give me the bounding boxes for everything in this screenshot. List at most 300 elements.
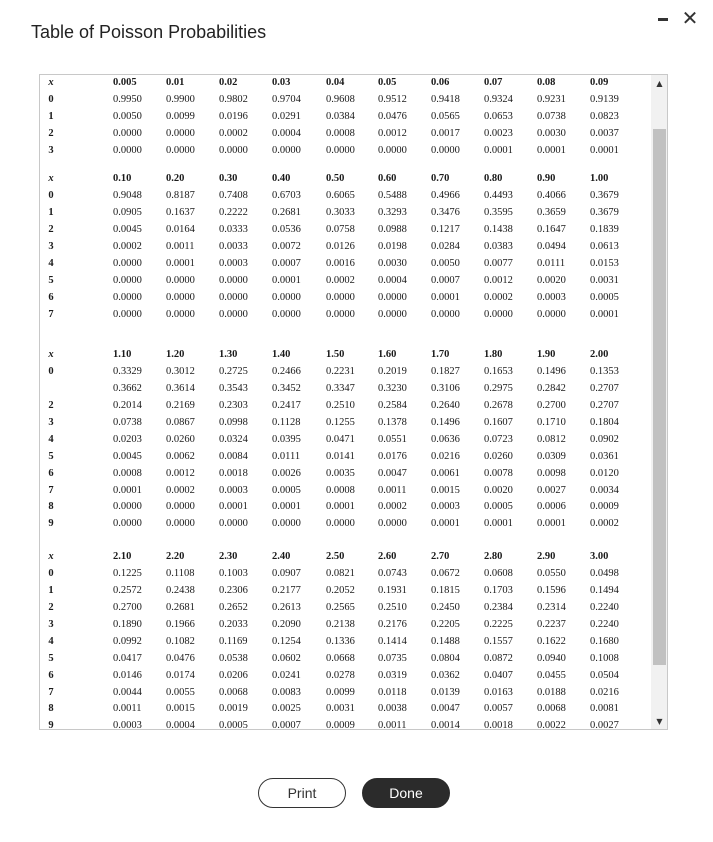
probability-cell: 0.2565 — [326, 601, 355, 613]
probability-cell: 0.0476 — [166, 652, 195, 664]
x-value: 5 — [48, 450, 54, 462]
probability-cell: 0.2138 — [326, 618, 355, 630]
lambda-header: 0.80 — [484, 173, 503, 184]
probability-cell: 0.0062 — [166, 450, 195, 462]
probability-cell: 0.1003 — [219, 567, 248, 579]
probability-cell: 0.9802 — [219, 93, 248, 105]
x-header: x — [48, 551, 54, 562]
probability-cell: 0.2014 — [113, 399, 142, 411]
x-value: 0 — [48, 189, 54, 201]
probability-cell: 0.3033 — [326, 206, 355, 218]
probability-cell: 0.0000 — [484, 308, 513, 320]
table-block — [40, 171, 651, 323]
x-header: x — [48, 173, 54, 184]
probability-cell: 0.0003 — [431, 501, 460, 513]
probability-cell: 0.0001 — [166, 257, 195, 269]
probability-cell: 0.0384 — [326, 110, 355, 122]
probability-cell: 0.0030 — [378, 257, 407, 269]
probability-cell: 0.0551 — [378, 433, 407, 445]
table-row — [40, 143, 651, 160]
probability-cell: 0.3476 — [431, 206, 460, 218]
x-value: 3 — [48, 416, 54, 428]
probability-cell: 0.0077 — [484, 257, 513, 269]
x-value: 5 — [48, 652, 54, 664]
probability-cell: 0.9418 — [431, 93, 460, 105]
probability-cell: 0.0020 — [484, 484, 513, 496]
table-row — [40, 668, 651, 685]
probability-cell: 0.0139 — [431, 686, 460, 698]
lambda-header: 0.08 — [537, 77, 556, 88]
probability-cell: 0.0033 — [219, 240, 248, 252]
probability-cell: 0.1082 — [166, 635, 195, 647]
table-row — [40, 566, 651, 583]
print-button[interactable]: Print — [258, 778, 346, 808]
lambda-header: 3.00 — [590, 551, 609, 562]
probability-cell: 0.0821 — [326, 567, 355, 579]
lambda-header: 2.40 — [272, 551, 291, 562]
probability-cell: 0.0241 — [272, 669, 301, 681]
probability-cell: 0.0476 — [378, 110, 407, 122]
probability-cell: 0.0804 — [431, 652, 460, 664]
probability-cell: 0.1496 — [537, 365, 566, 377]
probability-cell: 0.2314 — [537, 601, 566, 613]
probability-cell: 0.0000 — [113, 257, 142, 269]
probability-cell: 0.0018 — [219, 467, 248, 479]
probability-cell: 0.0126 — [326, 240, 355, 252]
close-icon[interactable]: ✕ — [681, 6, 699, 30]
probability-cell: 0.0002 — [219, 127, 248, 139]
probability-cell: 0.2707 — [590, 399, 619, 411]
probability-cell: 0.0000 — [326, 308, 355, 320]
probability-cell: 0.0872 — [484, 652, 513, 664]
probability-cell: 0.0998 — [219, 416, 248, 428]
x-value — [40, 381, 62, 398]
x-value: 2 — [48, 223, 54, 235]
probability-cell: 0.0022 — [537, 720, 566, 730]
probability-cell: 0.0206 — [219, 669, 248, 681]
probability-cell: 0.0000 — [219, 308, 248, 320]
probability-cell: 0.0000 — [326, 291, 355, 303]
probability-cell: 0.0099 — [166, 110, 195, 122]
probability-cell: 0.0068 — [537, 703, 566, 715]
scrollbar-thumb[interactable] — [653, 129, 666, 665]
table-row — [40, 617, 651, 634]
lambda-header: 1.30 — [219, 349, 238, 360]
probability-cell: 0.0153 — [590, 257, 619, 269]
probability-cell: 0.0000 — [431, 308, 460, 320]
probability-cell: 0.2613 — [272, 601, 301, 613]
probability-cell: 0.0012 — [166, 467, 195, 479]
probability-cell: 0.0038 — [378, 703, 407, 715]
probability-cell: 0.0407 — [484, 669, 513, 681]
probability-cell: 0.3543 — [219, 382, 248, 394]
probability-cell: 0.0902 — [590, 433, 619, 445]
x-value: 4 — [48, 433, 54, 445]
probability-cell: 0.0002 — [326, 274, 355, 286]
minimize-icon[interactable] — [658, 18, 668, 21]
probability-cell: 0.0602 — [272, 652, 301, 664]
table-row — [40, 92, 651, 109]
probability-cell: 0.0383 — [484, 240, 513, 252]
lambda-header: 1.60 — [378, 349, 397, 360]
probability-cell: 0.0034 — [590, 484, 619, 496]
x-value: 0 — [48, 365, 54, 377]
done-button[interactable]: Done — [362, 778, 450, 808]
probability-cell: 0.0004 — [378, 274, 407, 286]
probability-cell: 0.2176 — [378, 618, 407, 630]
probability-cell: 0.0000 — [219, 518, 248, 530]
probability-cell: 0.0016 — [326, 257, 355, 269]
probability-cell: 0.0000 — [378, 144, 407, 156]
probability-cell: 0.0738 — [113, 416, 142, 428]
probability-cell: 0.0023 — [484, 127, 513, 139]
x-value: 6 — [48, 669, 54, 681]
table-row — [40, 466, 651, 483]
probability-cell: 0.0061 — [431, 467, 460, 479]
lambda-header-row — [40, 347, 651, 364]
probability-cell: 0.0005 — [484, 501, 513, 513]
probability-cell: 0.3012 — [166, 365, 195, 377]
probability-cell: 0.2572 — [113, 584, 142, 596]
probability-cell: 0.0260 — [166, 433, 195, 445]
probability-cell: 0.0823 — [590, 110, 619, 122]
probability-cell: 0.3230 — [378, 382, 407, 394]
probability-cell: 0.1637 — [166, 206, 195, 218]
table-row — [40, 307, 651, 324]
table-row — [40, 398, 651, 415]
probability-cell: 0.3452 — [272, 382, 301, 394]
probability-cell: 0.1890 — [113, 618, 142, 630]
table-row — [40, 483, 651, 500]
probability-cell: 0.9512 — [378, 93, 407, 105]
probability-cell: 0.0001 — [272, 501, 301, 513]
probability-cell: 0.0198 — [378, 240, 407, 252]
probability-cell: 0.1494 — [590, 584, 619, 596]
probability-cell: 0.0164 — [166, 223, 195, 235]
probability-cell: 0.0000 — [113, 501, 142, 513]
probability-cell: 0.2019 — [378, 365, 407, 377]
probability-cell: 0.9324 — [484, 93, 513, 105]
x-value: 9 — [48, 518, 54, 530]
probability-cell: 0.3347 — [326, 382, 355, 394]
lambda-header: 2.20 — [166, 551, 185, 562]
x-value: 4 — [48, 635, 54, 647]
probability-cell: 0.2842 — [537, 382, 566, 394]
probability-cell: 0.2033 — [219, 618, 248, 630]
x-value: 0 — [48, 567, 54, 579]
lambda-header: 2.10 — [113, 551, 132, 562]
x-value: 0 — [48, 93, 54, 105]
probability-cell: 0.0174 — [166, 669, 195, 681]
probability-cell: 0.0001 — [590, 308, 619, 320]
probability-cell: 0.1804 — [590, 416, 619, 428]
table-row — [40, 701, 651, 718]
probability-cell: 0.3595 — [484, 206, 513, 218]
probability-cell: 0.7408 — [219, 189, 248, 201]
probability-cell: 0.0000 — [219, 274, 248, 286]
dialog-title: Table of Poisson Probabilities — [31, 22, 267, 42]
probability-cell: 0.0057 — [484, 703, 513, 715]
probability-cell: 0.0003 — [219, 484, 248, 496]
probability-cell: 0.0014 — [431, 720, 460, 730]
probability-cell: 0.1353 — [590, 365, 619, 377]
probability-cell: 0.0005 — [272, 484, 301, 496]
x-value: 2 — [48, 399, 54, 411]
probability-cell: 0.0008 — [326, 127, 355, 139]
probability-cell: 0.0111 — [537, 257, 566, 269]
probability-cell: 0.0068 — [219, 686, 248, 698]
probability-cell: 0.0001 — [431, 518, 460, 530]
lambda-header: 1.10 — [113, 349, 132, 360]
probability-cell: 0.0004 — [166, 720, 195, 730]
probability-cell: 0.0018 — [484, 720, 513, 730]
probability-cell: 0.3614 — [166, 382, 195, 394]
x-header: x — [48, 349, 54, 360]
lambda-header: 1.20 — [166, 349, 185, 360]
table-row — [40, 273, 651, 290]
probability-cell: 0.2052 — [326, 584, 355, 596]
probability-cell: 0.1217 — [431, 223, 460, 235]
probability-cell: 0.0940 — [537, 652, 566, 664]
x-value: 8 — [48, 501, 54, 513]
table-row — [40, 516, 651, 533]
table-row — [40, 432, 651, 449]
probability-cell: 0.2681 — [166, 601, 195, 613]
probability-cell: 0.0000 — [378, 308, 407, 320]
probability-cell: 0.0006 — [537, 501, 566, 513]
probability-cell: 0.1108 — [166, 567, 195, 579]
lambda-header: 1.80 — [484, 349, 503, 360]
probability-cell: 0.0084 — [219, 450, 248, 462]
x-value: 5 — [48, 274, 54, 286]
probability-cell: 0.1703 — [484, 584, 513, 596]
lambda-header: 0.30 — [219, 173, 238, 184]
table-block — [40, 347, 651, 533]
probability-cell: 0.3329 — [113, 365, 142, 377]
probability-cell: 0.2240 — [590, 601, 619, 613]
table-row — [40, 222, 651, 239]
probability-cell: 0.0007 — [431, 274, 460, 286]
probability-cell: 0.0047 — [378, 467, 407, 479]
probability-cell: 0.1438 — [484, 223, 513, 235]
probability-cell: 0.9950 — [113, 93, 142, 105]
probability-cell: 0.0002 — [166, 484, 195, 496]
probability-cell: 0.0001 — [219, 501, 248, 513]
probability-cell: 0.0000 — [166, 144, 195, 156]
probability-cell: 0.1008 — [590, 652, 619, 664]
probability-cell: 0.0037 — [590, 127, 619, 139]
probability-cell: 0.0098 — [537, 467, 566, 479]
probability-cell: 0.0000 — [113, 274, 142, 286]
table-row — [40, 188, 651, 205]
probability-cell: 0.0000 — [166, 518, 195, 530]
probability-cell: 0.1254 — [272, 635, 301, 647]
lambda-header: 0.05 — [378, 77, 397, 88]
probability-cell: 0.0000 — [326, 144, 355, 156]
probability-cell: 0.1710 — [537, 416, 566, 428]
x-header: x — [48, 77, 54, 88]
probability-cell: 0.0055 — [166, 686, 195, 698]
x-value: 1 — [48, 206, 54, 218]
x-value: 1 — [48, 110, 54, 122]
probability-cell: 0.0471 — [326, 433, 355, 445]
probability-cell: 0.1496 — [431, 416, 460, 428]
probability-cell: 0.0504 — [590, 669, 619, 681]
probability-cell: 0.1557 — [484, 635, 513, 647]
table-scroll-area — [40, 75, 651, 730]
x-value: 8 — [48, 703, 54, 715]
probability-cell: 0.0078 — [484, 467, 513, 479]
probability-cell: 0.0196 — [219, 110, 248, 122]
table-row — [40, 381, 651, 398]
probability-cell: 0.0000 — [326, 518, 355, 530]
lambda-header-row — [40, 75, 651, 92]
scroll-up-arrow-icon[interactable]: ▲ — [656, 79, 663, 88]
probability-cell: 0.3659 — [537, 206, 566, 218]
probability-cell: 0.1931 — [378, 584, 407, 596]
probability-cell: 0.4966 — [431, 189, 460, 201]
lambda-header: 0.90 — [537, 173, 556, 184]
x-value: 2 — [48, 601, 54, 613]
probability-cell: 0.1336 — [326, 635, 355, 647]
probability-cell: 0.1839 — [590, 223, 619, 235]
probability-cell: 0.0284 — [431, 240, 460, 252]
probability-cell: 0.0017 — [431, 127, 460, 139]
probability-cell: 0.0000 — [272, 144, 301, 156]
table-block — [40, 75, 651, 160]
table-row — [40, 634, 651, 651]
probability-cell: 0.2237 — [537, 618, 566, 630]
probability-cell: 0.8187 — [166, 189, 195, 201]
probability-cell: 0.0000 — [378, 291, 407, 303]
lambda-header: 1.00 — [590, 173, 609, 184]
probability-cell: 0.0395 — [272, 433, 301, 445]
probability-cell: 0.0000 — [113, 127, 142, 139]
table-row — [40, 718, 651, 730]
probability-cell: 0.0001 — [326, 501, 355, 513]
lambda-header: 0.20 — [166, 173, 185, 184]
probability-cell: 0.0188 — [537, 686, 566, 698]
probability-cell: 0.3679 — [590, 206, 619, 218]
probability-cell: 0.0176 — [378, 450, 407, 462]
probability-cell: 0.1596 — [537, 584, 566, 596]
probability-cell: 0.0000 — [113, 308, 142, 320]
x-value: 4 — [48, 257, 54, 269]
probability-cell: 0.0008 — [113, 467, 142, 479]
table-row — [40, 364, 651, 381]
probability-cell: 0.2700 — [113, 601, 142, 613]
probability-cell: 0.0000 — [219, 291, 248, 303]
probability-cell: 0.0099 — [326, 686, 355, 698]
table-row — [40, 685, 651, 702]
probability-cell: 0.0002 — [378, 501, 407, 513]
probability-cell: 0.2225 — [484, 618, 513, 630]
probability-cell: 0.0203 — [113, 433, 142, 445]
probability-cell: 0.0867 — [166, 416, 195, 428]
probability-cell: 0.0000 — [166, 501, 195, 513]
probability-cell: 0.0735 — [378, 652, 407, 664]
probability-cell: 0.0005 — [590, 291, 619, 303]
probability-cell: 0.0002 — [484, 291, 513, 303]
probability-cell: 0.0045 — [113, 223, 142, 235]
probability-cell: 0.0494 — [537, 240, 566, 252]
probability-cell: 0.0001 — [484, 144, 513, 156]
probability-cell: 0.0015 — [166, 703, 195, 715]
probability-cell: 0.0072 — [272, 240, 301, 252]
lambda-header: 0.07 — [484, 77, 503, 88]
probability-cell: 0.2303 — [219, 399, 248, 411]
probability-cell: 0.0081 — [590, 703, 619, 715]
probability-cell: 0.0009 — [326, 720, 355, 730]
probability-cell: 0.0015 — [431, 484, 460, 496]
probability-cell: 0.2681 — [272, 206, 301, 218]
table-block — [40, 549, 651, 730]
lambda-header: 1.50 — [326, 349, 345, 360]
probability-cell: 0.1128 — [272, 416, 301, 428]
probability-cell: 0.3662 — [113, 382, 142, 394]
lambda-header: 0.09 — [590, 77, 609, 88]
lambda-header: 0.40 — [272, 173, 291, 184]
probability-cell: 0.0001 — [272, 274, 301, 286]
probability-cell: 0.0001 — [590, 144, 619, 156]
probability-cell: 0.0636 — [431, 433, 460, 445]
lambda-header: 0.03 — [272, 77, 291, 88]
probability-cell: 0.2177 — [272, 584, 301, 596]
probability-cell: 0.0120 — [590, 467, 619, 479]
probability-cell: 0.0738 — [537, 110, 566, 122]
probability-cell: 0.0291 — [272, 110, 301, 122]
probability-cell: 0.0019 — [219, 703, 248, 715]
probability-cell: 0.0146 — [113, 669, 142, 681]
probability-cell: 0.1653 — [484, 365, 513, 377]
probability-cell: 0.0000 — [113, 144, 142, 156]
probability-cell: 0.0324 — [219, 433, 248, 445]
probability-cell: 0.1488 — [431, 635, 460, 647]
x-value: 6 — [48, 467, 54, 479]
probability-cell: 0.0003 — [219, 257, 248, 269]
probability-cell: 0.9139 — [590, 93, 619, 105]
probability-cell: 0.0000 — [219, 144, 248, 156]
probability-cell: 0.2090 — [272, 618, 301, 630]
probability-cell: 0.0083 — [272, 686, 301, 698]
probability-cell: 0.1169 — [219, 635, 248, 647]
probability-cell: 0.2652 — [219, 601, 248, 613]
lambda-header: 1.90 — [537, 349, 556, 360]
poisson-table-panel[interactable] — [39, 74, 668, 730]
scroll-down-arrow-icon[interactable]: ▼ — [656, 717, 663, 726]
vertical-scrollbar[interactable] — [651, 75, 668, 730]
probability-cell: 0.0031 — [590, 274, 619, 286]
probability-cell: 0.2975 — [484, 382, 513, 394]
x-value: 9 — [48, 720, 54, 730]
x-value: 6 — [48, 291, 54, 303]
table-row — [40, 651, 651, 668]
probability-cell: 0.0333 — [219, 223, 248, 235]
probability-cell: 0.2725 — [219, 365, 248, 377]
lambda-header: 0.005 — [113, 77, 137, 88]
probability-cell: 0.0011 — [166, 240, 195, 252]
probability-cell: 0.4066 — [537, 189, 566, 201]
probability-cell: 0.0035 — [326, 467, 355, 479]
probability-cell: 0.0417 — [113, 652, 142, 664]
probability-cell: 0.0000 — [537, 308, 566, 320]
probability-cell: 0.6703 — [272, 189, 301, 201]
probability-cell: 0.0309 — [537, 450, 566, 462]
probability-cell: 0.0050 — [431, 257, 460, 269]
probability-cell: 0.1827 — [431, 365, 460, 377]
probability-cell: 0.0000 — [272, 291, 301, 303]
probability-cell: 0.1966 — [166, 618, 195, 630]
